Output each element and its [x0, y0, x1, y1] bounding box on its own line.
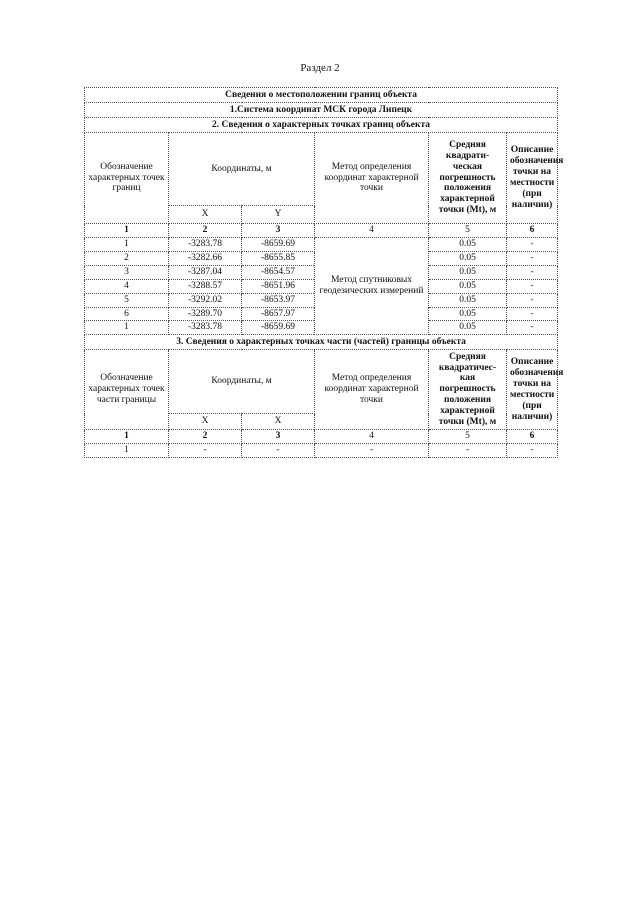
header-method: Метод определения координат характерной точки: [315, 133, 429, 224]
header-x: X: [169, 206, 242, 224]
header-mean-square-error: Средняя квадратичес-кая погрешность положения характерной точки (Mt), м: [429, 350, 507, 430]
part2-heading: 2. Сведения о характерных точках границ объекта: [85, 118, 558, 133]
col-number: 2: [169, 430, 242, 444]
header-point-designation: Обозначение характерных точек части границы: [85, 350, 169, 430]
description-value: -: [507, 265, 558, 279]
x-value: -3283.78: [169, 321, 242, 335]
col-number: 5: [429, 430, 507, 444]
col-number: 3: [242, 430, 315, 444]
point-number: 4: [85, 279, 169, 293]
point-number: 3: [85, 265, 169, 279]
error-value: 0.05: [429, 237, 507, 251]
col-number: 4: [315, 224, 429, 238]
x-value: -3292.02: [169, 293, 242, 307]
description-value: -: [507, 237, 558, 251]
error-value: 0.05: [429, 307, 507, 321]
description-value: -: [507, 444, 558, 458]
part3-heading: 3. Сведения о характерных точках части (частей) границы объекта: [85, 335, 558, 350]
x-value: -3287.04: [169, 265, 242, 279]
error-value: 0.05: [429, 293, 507, 307]
header-y: X: [242, 414, 315, 430]
x-value: -: [169, 444, 242, 458]
y-value: -8654.57: [242, 265, 315, 279]
error-value: 0.05: [429, 265, 507, 279]
header-method: Метод определения координат характерной точки: [315, 350, 429, 430]
description-value: -: [507, 293, 558, 307]
col-number: 1: [85, 224, 169, 238]
col-number: 6: [507, 224, 558, 238]
table-row: [85, 444, 558, 458]
description-value: -: [507, 279, 558, 293]
method-value: Метод спутниковых геодезических измерений: [315, 237, 429, 334]
point-number: 1: [85, 444, 169, 458]
description-value: -: [507, 307, 558, 321]
header-description: Описание обозначения точки на местности (при наличии): [507, 133, 558, 224]
error-value: 0.05: [429, 251, 507, 265]
point-number: 2: [85, 251, 169, 265]
y-value: -8659.69: [242, 237, 315, 251]
point-number: 6: [85, 307, 169, 321]
point-number: 5: [85, 293, 169, 307]
point-number: 1: [85, 237, 169, 251]
error-value: 0.05: [429, 279, 507, 293]
y-value: -: [242, 444, 315, 458]
col-number: 1: [85, 430, 169, 444]
y-value: -8655.85: [242, 251, 315, 265]
col-number: 6: [507, 430, 558, 444]
header-coordinates: Координаты, м: [169, 133, 315, 206]
x-value: -3282.66: [169, 251, 242, 265]
coordinate-system-line: 1.Система координат МСК города Липецк: [85, 103, 558, 118]
col-number: 2: [169, 224, 242, 238]
table-row: [85, 237, 558, 251]
header-mean-square-error: Средняя квадрати-ческая погрешность положения характерной точки (Mt), м: [429, 133, 507, 224]
y-value: -8659.69: [242, 321, 315, 335]
header-y: Y: [242, 206, 315, 224]
section-title: Раздел 2: [300, 62, 340, 74]
x-value: -3288.57: [169, 279, 242, 293]
col-number: 3: [242, 224, 315, 238]
col-number: 4: [315, 430, 429, 444]
y-value: -8651.96: [242, 279, 315, 293]
header-point-designation: Обозначение характерных точек границ: [85, 133, 169, 224]
error-value: -: [429, 444, 507, 458]
y-value: -8657.97: [242, 307, 315, 321]
description-value: -: [507, 251, 558, 265]
y-value: -8653.97: [242, 293, 315, 307]
x-value: -3283.78: [169, 237, 242, 251]
x-value: -3289.70: [169, 307, 242, 321]
error-value: 0.05: [429, 321, 507, 335]
header-x: X: [169, 414, 242, 430]
method-value: -: [315, 444, 429, 458]
point-number: 1: [85, 321, 169, 335]
col-number: 5: [429, 224, 507, 238]
description-value: -: [507, 321, 558, 335]
table-title: Сведения о местоположении границ объекта: [85, 88, 558, 103]
header-coordinates: Координаты, м: [169, 350, 315, 414]
header-description: Описание обозначения точки на местности (при наличии): [507, 350, 558, 430]
boundary-table: [84, 87, 564, 458]
